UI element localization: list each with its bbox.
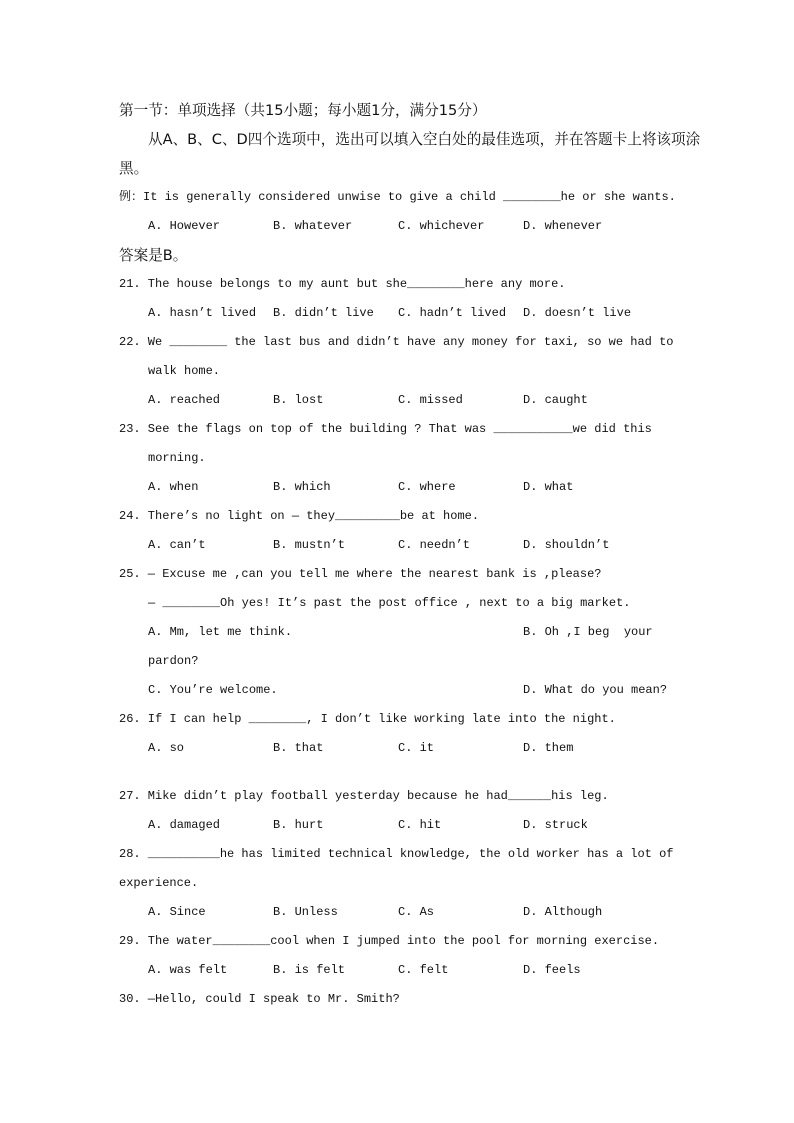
option-label: B. which	[273, 480, 331, 494]
option-label: B. lost	[273, 393, 324, 407]
option-label: B. didn’t live	[273, 306, 374, 320]
instructions-line: 从A、B、C、D四个选项中，选出可以填入空白处的最佳选项，并在答题卡上将该项涂	[148, 131, 701, 148]
option-label: C. missed	[398, 393, 463, 407]
question-30-line: 30. —Hello, could I speak to Mr. Smith?	[119, 992, 400, 1006]
section-title: 第一节：单项选择（共15小题；每小题1分，满分15分）	[119, 102, 487, 119]
option-label: pardon?	[148, 654, 199, 668]
option-label: D. Although	[523, 905, 603, 919]
instructions-line: 黑。	[119, 160, 149, 177]
option-label: A. Mm, let me think.	[148, 625, 293, 639]
option-label: C. whichever	[398, 219, 485, 233]
option-label: D. feels	[523, 963, 581, 977]
option-label: B. hurt	[273, 818, 324, 832]
option-label: B. Oh ,I beg your	[523, 625, 653, 639]
option-label: A. Since	[148, 905, 206, 919]
question-29-line: 29. The water________cool when I jumped into the pool for morning exercise.	[119, 934, 660, 948]
question-21-line: 21. The house belongs to my aunt but she________here any more.	[119, 277, 566, 291]
question-22-options-row	[119, 386, 694, 415]
question-26-line: 26. If I can help ________, I don’t like working late into the night.	[119, 712, 616, 726]
option-label: D. them	[523, 741, 574, 755]
option-label: C. You’re welcome.	[148, 683, 278, 697]
option-label: C. felt	[398, 963, 449, 977]
option-label: A. damaged	[148, 818, 221, 832]
option-label: B. that	[273, 741, 324, 755]
option-label: D. doesn’t live	[523, 306, 632, 320]
option-label: D. what	[523, 480, 574, 494]
option-label: A. when	[148, 480, 199, 494]
option-label: C. As	[398, 905, 435, 919]
question-25-options-row	[119, 618, 694, 647]
question-23-options-row	[119, 473, 694, 502]
option-label: C. needn’t	[398, 538, 471, 552]
question-24-options-row	[119, 531, 694, 560]
question-24-line: 24. There’s no light on — they_________be at home.	[119, 509, 480, 523]
option-label: A. reached	[148, 393, 221, 407]
question-26-options-row	[119, 734, 694, 763]
option-label: A. so	[148, 741, 185, 755]
example-options-row	[119, 212, 694, 241]
option-label: D. What do you mean?	[523, 683, 668, 697]
question-29-options-row	[119, 956, 694, 985]
option-label: C. hit	[398, 818, 442, 832]
option-label: D. shouldn’t	[523, 538, 610, 552]
option-label: B. whatever	[273, 219, 353, 233]
option-label: C. where	[398, 480, 456, 494]
question-25-options-row	[119, 647, 694, 676]
example-answer-note: 答案是B。	[119, 247, 188, 264]
question-27-line: 27. Mike didn’t play football yesterday because he had______his leg.	[119, 789, 609, 803]
option-label: D. whenever	[523, 219, 603, 233]
question-28-line: 28. __________he has limited technical knowledge, the old worker has a lot of	[119, 847, 674, 861]
option-label: B. is felt	[273, 963, 346, 977]
question-25-options-row	[119, 676, 694, 705]
option-label: B. Unless	[273, 905, 338, 919]
question-25-line: — ________Oh yes! It’s past the post office , next to a big market.	[148, 596, 631, 610]
question-28-options-row	[119, 898, 694, 927]
question-23-line: 23. See the flags on top of the building ? That was ___________we did this	[119, 422, 652, 436]
option-label: C. hadn’t lived	[398, 306, 507, 320]
option-label: D. caught	[523, 393, 588, 407]
option-label: A. can’t	[148, 538, 206, 552]
option-label: C. it	[398, 741, 435, 755]
option-label: B. mustn’t	[273, 538, 346, 552]
option-label: A. However	[148, 219, 221, 233]
example-stem: 例：It is generally considered unwise to give a child ________he or she wants.	[119, 190, 676, 204]
question-23-line: morning.	[148, 451, 206, 465]
option-label: A. was felt	[148, 963, 228, 977]
question-28-line: experience.	[119, 876, 199, 890]
question-21-options-row	[119, 299, 694, 328]
question-22-line: 22. We ________ the last bus and didn’t have any money for taxi, so we had to	[119, 335, 674, 349]
option-label: D. struck	[523, 818, 588, 832]
question-25-line: 25. — Excuse me ,can you tell me where the nearest bank is ,please?	[119, 567, 602, 581]
question-27-options-row	[119, 811, 694, 840]
question-22-line: walk home.	[148, 364, 221, 378]
option-label: A. hasn’t lived	[148, 306, 257, 320]
